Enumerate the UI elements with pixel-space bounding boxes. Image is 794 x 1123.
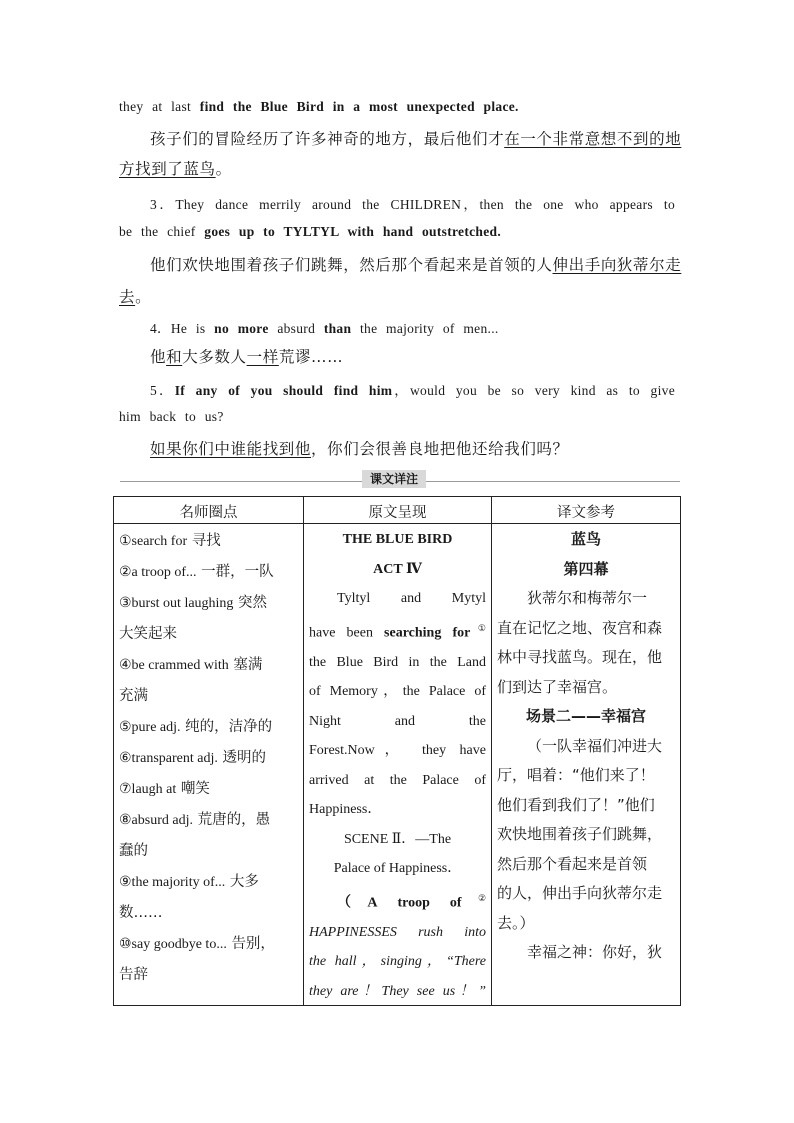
note-term: ⑨the majority of... <box>119 875 226 890</box>
note-row <box>119 557 298 588</box>
example-2-chinese-line-1 <box>150 127 682 149</box>
translation-title: 蓝鸟 <box>570 530 601 548</box>
note-meaning: 一群，一队 <box>201 564 274 580</box>
underlined-phrase: 如果你们中谁能找到他 <box>150 440 312 458</box>
annotation-table <box>113 496 681 1006</box>
note-term: ⑩say goodbye to... <box>119 937 227 952</box>
plain-text: 荒谬…… <box>278 348 344 366</box>
example-3-english-line-1: 3．They dance merrily around the CHILDREN，then the one who appears to <box>150 197 675 212</box>
note-meaning: 突然 <box>238 595 268 611</box>
note-term: ③burst out laughing <box>119 596 234 611</box>
bold-phrase: no more <box>214 321 269 336</box>
plain-text: have been <box>309 625 373 641</box>
note-meaning: 告辞 <box>119 967 148 983</box>
note-meaning: 嘲笑 <box>180 781 210 797</box>
note-meaning: 透明的 <box>222 750 266 766</box>
underlined-phrase: 伸出手向狄蒂尔走 <box>552 256 682 274</box>
plain-text: 孩子们的冒险经历了许多神奇的地方，最后他们才 <box>150 130 505 148</box>
underlined-phrase: 和 <box>166 348 183 366</box>
column-header-translation: 译文参考 <box>557 505 615 521</box>
original-line: HAPPINESSES rush into <box>309 924 486 940</box>
note-row <box>119 650 298 681</box>
original-line: they are！They see us！” <box>309 983 486 999</box>
act-label: ACT Ⅳ <box>373 561 422 577</box>
original-line: Happiness． <box>309 802 382 818</box>
plain-text: 大多数人 <box>182 348 247 366</box>
translation-line: （一队幸福们冲进大 <box>527 736 663 755</box>
translation-line: 的人，伸出手向狄蒂尔走 <box>497 884 663 902</box>
note-row <box>119 805 298 836</box>
translation-line: 狄蒂尔和梅蒂尔一 <box>527 589 648 607</box>
plain-text: 他们欢快地围着孩子们跳舞，然后那个看起来是首领的人 <box>150 256 553 274</box>
note-term: ⑦laugh at <box>119 782 177 797</box>
original-line: of Memory，the Palace of <box>309 684 486 700</box>
note-term: ①search for <box>119 534 188 549</box>
section-title: 课文详注 <box>362 470 426 488</box>
note-meaning: 充满 <box>119 688 148 704</box>
translation-line: 们到达了幸福宫。 <box>497 677 618 696</box>
plain-text: be the chief <box>119 224 196 239</box>
scene-heading: Palace of Happiness． <box>333 861 462 877</box>
example-3-chinese-line-1 <box>150 253 682 275</box>
bold-phrase: find the Blue Bird in a most unexpected place. <box>199 99 519 114</box>
translation-line: 他们看到我们了！”他们 <box>497 795 655 814</box>
bold-phrase: than <box>323 321 352 336</box>
example-5-english-line-2: him back to us? <box>119 409 224 424</box>
plain-text: ，would you be so very kind as to give <box>392 383 675 398</box>
play-title: THE BLUE BIRD <box>342 532 453 547</box>
translation-line: 林中寻找蓝鸟。现在，他 <box>497 648 663 666</box>
note-meaning: 大笑起来 <box>119 626 177 642</box>
translation-act: 第四幕 <box>563 559 609 578</box>
underlined-phrase: 在一个非常意想不到的地 <box>504 130 682 148</box>
note-meaning: 大多 <box>229 874 259 890</box>
plain-text: absurd <box>277 321 316 336</box>
note-row <box>119 526 298 557</box>
example-4-english <box>150 317 706 337</box>
example-4-chinese <box>150 345 706 367</box>
note-meaning: 塞满 <box>233 657 263 673</box>
translation-line: 直在记忆之地、夜宫和森 <box>497 618 663 637</box>
note-marker: ① <box>470 622 486 633</box>
note-row <box>119 619 298 650</box>
original-line: arrived at the Palace of <box>309 772 486 788</box>
note-row <box>119 743 298 774</box>
bold-phrase: troop <box>397 895 430 911</box>
notes-list <box>119 526 298 991</box>
note-row <box>119 898 298 929</box>
plain-text: the majority of men... <box>359 321 499 336</box>
translation-column <box>492 497 680 1005</box>
original-line: Forest.Now， they have <box>309 743 486 759</box>
note-term: ⑥transparent adj. <box>119 751 218 766</box>
plain-text: 5． <box>150 383 175 398</box>
underlined-phrase: 方找到了蓝鸟 <box>119 160 216 178</box>
example-2-english <box>119 99 675 115</box>
example-3-english-line-2 <box>119 224 675 240</box>
note-meaning: 告别， <box>231 936 275 952</box>
translation-line: 幸福之神：你好，狄 <box>527 943 663 961</box>
scene-heading: SCENE Ⅱ．—The <box>343 831 452 847</box>
translation-line: 厅，唱着：“他们来了！ <box>497 766 655 784</box>
example-2-chinese-line-2 <box>119 157 675 179</box>
note-row <box>119 867 298 898</box>
bold-phrase: If any of you should find him <box>174 383 393 398</box>
note-term: ④be crammed with <box>119 658 229 673</box>
note-marker: ② <box>461 892 487 903</box>
bold-phrase: goes up to TYLTYL with hand outstretched. <box>204 224 502 239</box>
underlined-phrase: 一样 <box>246 348 279 366</box>
plain-text: ，你们会很善良地把他还给我们吗？ <box>311 440 569 458</box>
underlined-phrase: 去 <box>119 288 136 306</box>
note-term: ⑤pure adj. <box>119 720 181 735</box>
original-line: Tyltyl and Mytyl <box>337 591 486 606</box>
note-term: ②a troop of... <box>119 565 197 580</box>
original-line: the Blue Bird in the Land <box>309 654 486 670</box>
note-meaning: 数…… <box>119 905 163 921</box>
original-line: Night and the <box>309 713 486 729</box>
bold-phrase: searching for <box>384 625 471 641</box>
translation-text <box>497 525 675 968</box>
plain-text: 他 <box>150 348 167 366</box>
original-column <box>304 497 492 1005</box>
note-row <box>119 588 298 619</box>
note-meaning: 荒唐的，愚 <box>197 812 271 828</box>
note-row <box>119 681 298 712</box>
column-header-notes: 名师圈点 <box>179 505 238 521</box>
note-row <box>119 929 298 960</box>
plain-text: 。 <box>215 160 232 178</box>
notes-column <box>114 497 304 1005</box>
note-meaning: 纯的，洁净的 <box>185 719 273 735</box>
original-line <box>309 884 486 918</box>
original-line: the hall，singing，“There <box>309 954 486 970</box>
note-row <box>119 712 298 743</box>
plain-text: 4．He is <box>150 321 206 336</box>
example-5-chinese <box>150 437 706 459</box>
column-header-original: 原文呈现 <box>368 505 427 521</box>
original-line <box>309 614 486 648</box>
bold-phrase: （A <box>337 895 378 911</box>
note-row <box>119 960 298 991</box>
original-text <box>309 525 486 1006</box>
note-term: ⑧absurd adj. <box>119 813 193 828</box>
plain-text: 。 <box>135 288 152 306</box>
translation-line: 欢快地围着孩子们跳舞， <box>497 825 663 843</box>
note-row <box>119 836 298 867</box>
bold-phrase: of <box>449 895 462 911</box>
note-meaning: 蠢的 <box>119 843 148 859</box>
plain-text: they at last <box>119 99 192 114</box>
translation-line: 然后那个看起来是首领 <box>497 854 648 873</box>
example-5-english-line-1 <box>150 379 675 399</box>
note-meaning: 寻找 <box>191 533 221 549</box>
note-row <box>119 774 298 805</box>
example-3-chinese-line-2 <box>119 285 675 307</box>
translation-scene: 场景二——幸福宫 <box>525 707 646 725</box>
translation-line: 去。） <box>497 913 535 932</box>
